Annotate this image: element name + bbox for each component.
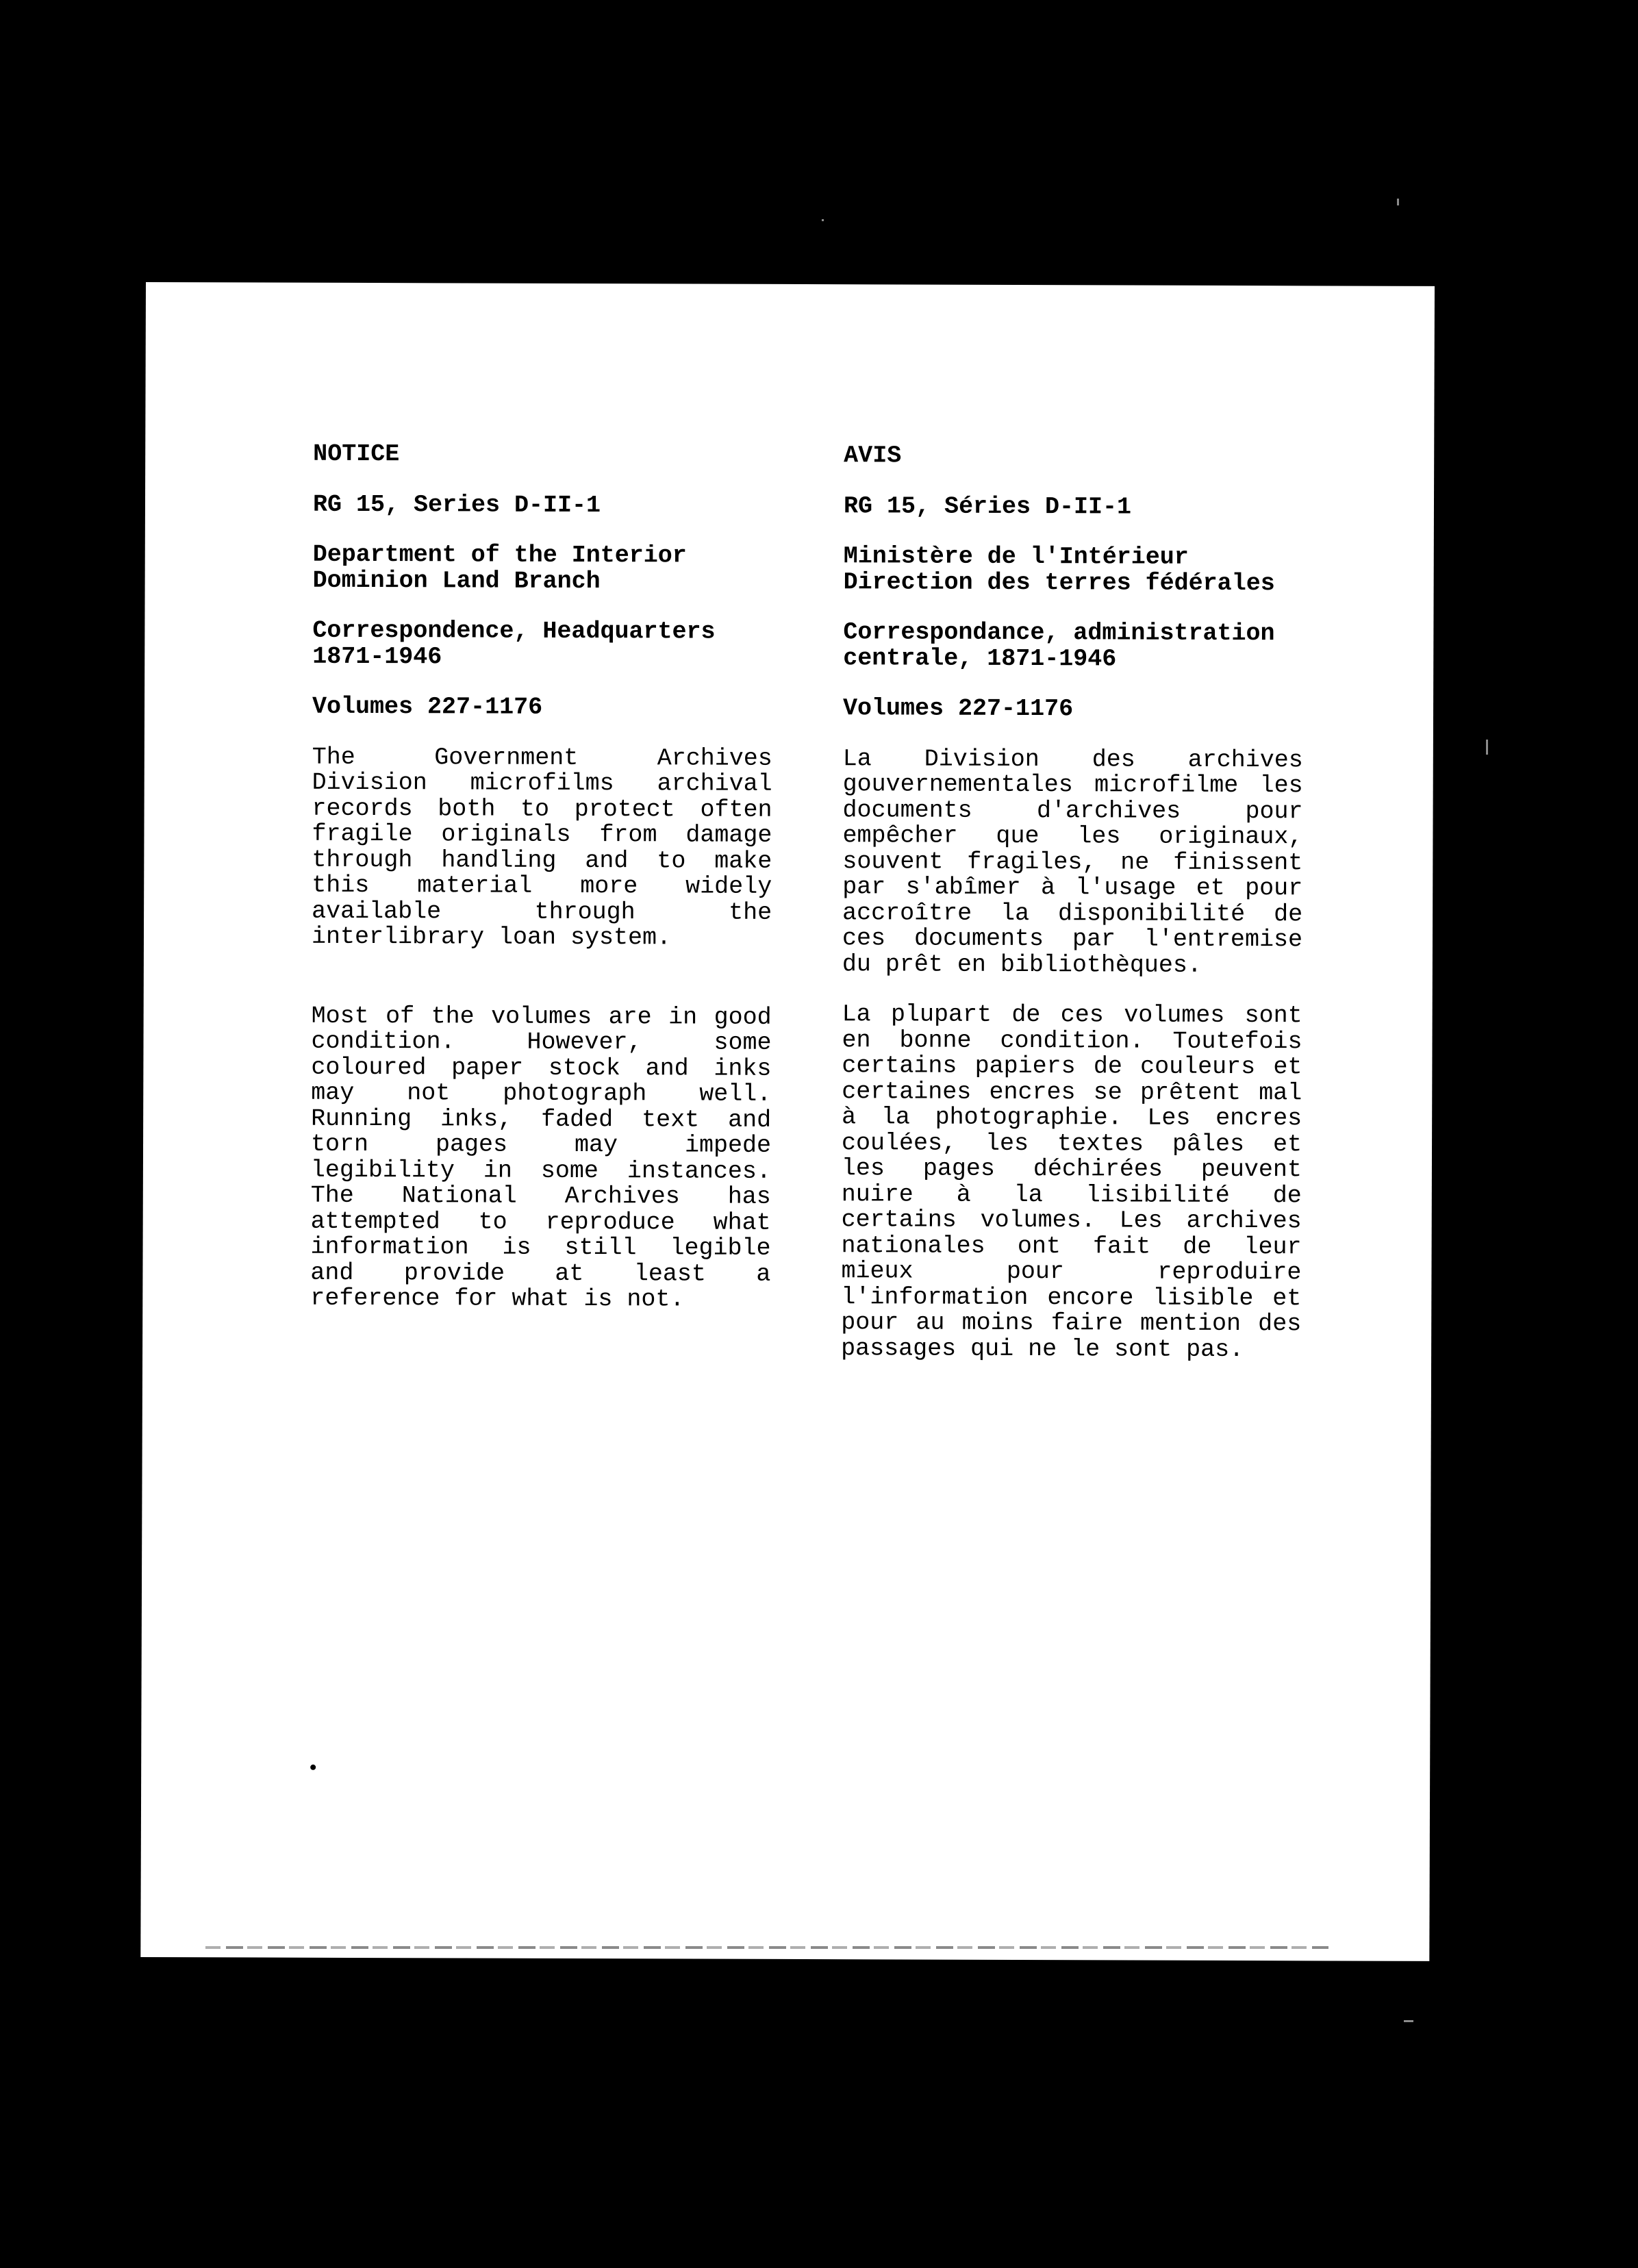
scan-speck bbox=[1397, 199, 1399, 205]
scan-speck bbox=[1404, 2020, 1413, 2022]
volumes-range: Volumes 227-1176 bbox=[312, 692, 543, 721]
scan-speck bbox=[822, 219, 824, 221]
notice-heading: NOTICE bbox=[313, 440, 400, 468]
department-name: Department of the Interior Dominion Land Branch bbox=[312, 540, 687, 595]
french-column bbox=[841, 443, 1304, 1387]
record-group: RG 15, Series D-II-1 bbox=[312, 490, 601, 519]
collection-title-fr: Correspondance, administration centrale, 1871-1946 bbox=[843, 618, 1275, 672]
stray-mark bbox=[310, 1765, 316, 1770]
volumes-range-fr: Volumes 227-1176 bbox=[842, 694, 1074, 723]
scan-bottom-edge bbox=[205, 1946, 1328, 1949]
english-column bbox=[310, 442, 773, 1338]
scan-speck bbox=[1486, 740, 1488, 755]
record-group-fr: RG 15, Séries D-II-1 bbox=[843, 492, 1132, 521]
paragraph-microfilm-purpose-fr: La Division des archives gouvernementales microfilme les documents d'archives pour empêcher que les originaux, souvent fragiles, ne finissent par s'abîmer à l'usage et pour accroître la disponibilité de ces documents par l'entremise du prêt en bibliothèques. bbox=[842, 744, 1303, 979]
department-name-fr: Ministère de l'Intérieur Direction des terres fédérales bbox=[843, 542, 1275, 597]
paragraph-condition-fr: La plupart de ces volumes sont en bonne condition. Toutefois certains papiers de couleurs et certaines encres se prêtent mal à la photographie. Les encres coulées, les textes pâles et les pages déchirées peuvent nuire à la lisibilité de certains volumes. Les archives nationales ont fait de leur mieux pour reproduire l'information encore lisible et pour au moins faire mention des passages qui ne le sont pas. bbox=[841, 1000, 1302, 1363]
paragraph-microfilm-purpose: The Government Archives Division microfilms archival records both to protect often fragile originals from damage through handling and to make this material more widely available through the interlibrary loan system. bbox=[311, 743, 772, 952]
paragraph-condition: Most of the volumes are in good condition. However, some coloured paper stock and inks may not photograph well. Running inks, faded text and torn pages may impede legibility in some instances. The National Archives has attempted to reproduce what information is still legible and provide at least a reference for what is not. bbox=[310, 1002, 772, 1313]
collection-title: Correspondence, Headquarters 1871-1946 bbox=[312, 616, 716, 670]
avis-heading: AVIS bbox=[844, 442, 902, 470]
paper-sheet bbox=[140, 282, 1435, 1961]
